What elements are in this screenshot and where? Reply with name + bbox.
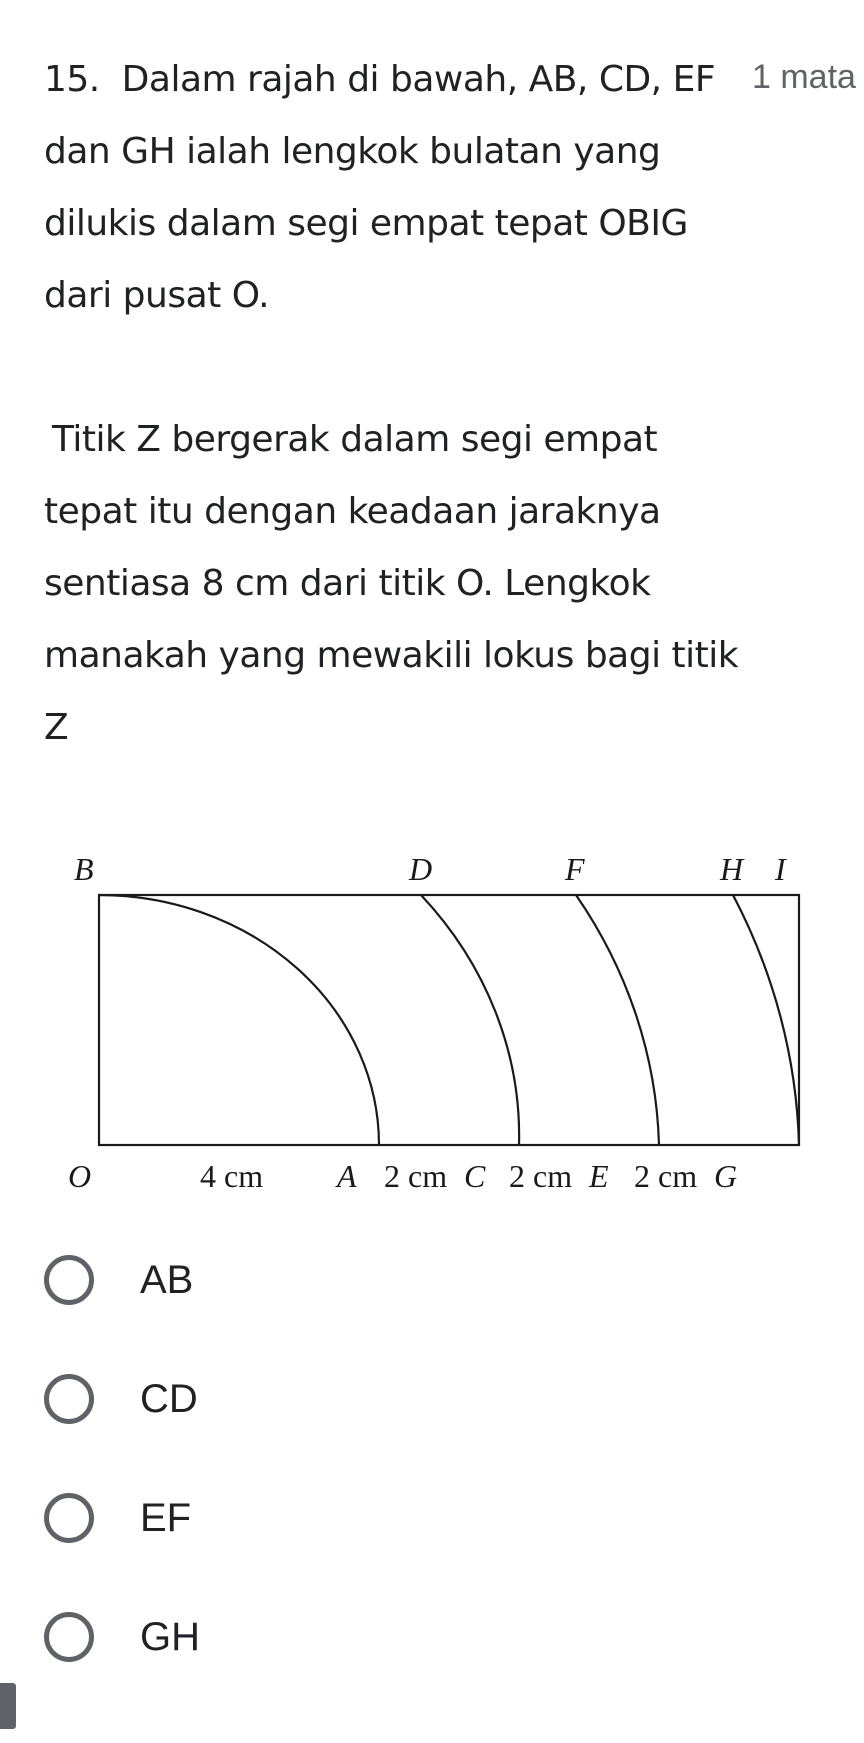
option-cd[interactable] bbox=[44, 1369, 824, 1429]
question-line-6: tepat itu dengan keadaan jaraknya bbox=[44, 491, 661, 532]
label-o: O bbox=[68, 1158, 92, 1194]
question-text-line: Dalam rajah di bawah, AB, CD, EF bbox=[121, 59, 716, 100]
question-line-5: Titik Z bergerak dalam segi empat bbox=[52, 419, 658, 460]
question-line-2: dan GH ialah lengkok bulatan yang bbox=[44, 131, 661, 172]
rectangle-obig bbox=[99, 895, 799, 1145]
rectangle-diagram bbox=[60, 850, 830, 1220]
label-f: F bbox=[565, 851, 585, 887]
radio-circle-icon[interactable] bbox=[44, 1612, 94, 1662]
label-4cm: 4 cm bbox=[200, 1158, 264, 1194]
question-line-8: manakah yang mewakili lokus bagi titik bbox=[44, 635, 739, 676]
label-2cm-1: 2 cm bbox=[384, 1158, 448, 1194]
label-h: H bbox=[720, 851, 744, 887]
radio-circle-icon[interactable] bbox=[44, 1493, 94, 1543]
question-line-7: sentiasa 8 cm dari titik O. Lengkok bbox=[44, 563, 651, 604]
question-text bbox=[44, 44, 804, 764]
question-line-1 bbox=[44, 44, 804, 116]
question-line-4: dari pusat O. bbox=[44, 275, 270, 316]
option-label: CD bbox=[140, 1376, 198, 1421]
label-c: C bbox=[464, 1158, 486, 1194]
scroll-edge-marker bbox=[0, 1683, 16, 1729]
label-i: I bbox=[775, 851, 786, 887]
diagram-svg bbox=[60, 850, 830, 1220]
arc-gh bbox=[733, 895, 799, 1145]
label-g: G bbox=[714, 1158, 738, 1194]
arc-cd bbox=[421, 895, 519, 1145]
label-b: B bbox=[74, 851, 94, 887]
answer-options bbox=[44, 1250, 824, 1726]
option-ef[interactable] bbox=[44, 1488, 824, 1548]
arc-ef bbox=[576, 895, 659, 1145]
points-badge: 1 mata bbox=[752, 58, 856, 96]
label-a: A bbox=[337, 1158, 357, 1194]
option-gh[interactable] bbox=[44, 1607, 824, 1667]
question-line-9: Z bbox=[44, 707, 69, 748]
radio-circle-icon[interactable] bbox=[44, 1374, 94, 1424]
question-number: 15. bbox=[44, 59, 100, 100]
question-line-3: dilukis dalam segi empat tepat OBIG bbox=[44, 203, 688, 244]
option-label: EF bbox=[140, 1495, 192, 1540]
option-label: AB bbox=[140, 1257, 194, 1302]
label-2cm-3: 2 cm bbox=[634, 1158, 698, 1194]
label-2cm-2: 2 cm bbox=[509, 1158, 573, 1194]
radio-circle-icon[interactable] bbox=[44, 1255, 94, 1305]
arc-ab bbox=[99, 895, 379, 1145]
option-ab[interactable] bbox=[44, 1250, 824, 1310]
label-e: E bbox=[589, 1158, 609, 1194]
option-label: GH bbox=[140, 1614, 200, 1659]
label-d: D bbox=[409, 851, 433, 887]
